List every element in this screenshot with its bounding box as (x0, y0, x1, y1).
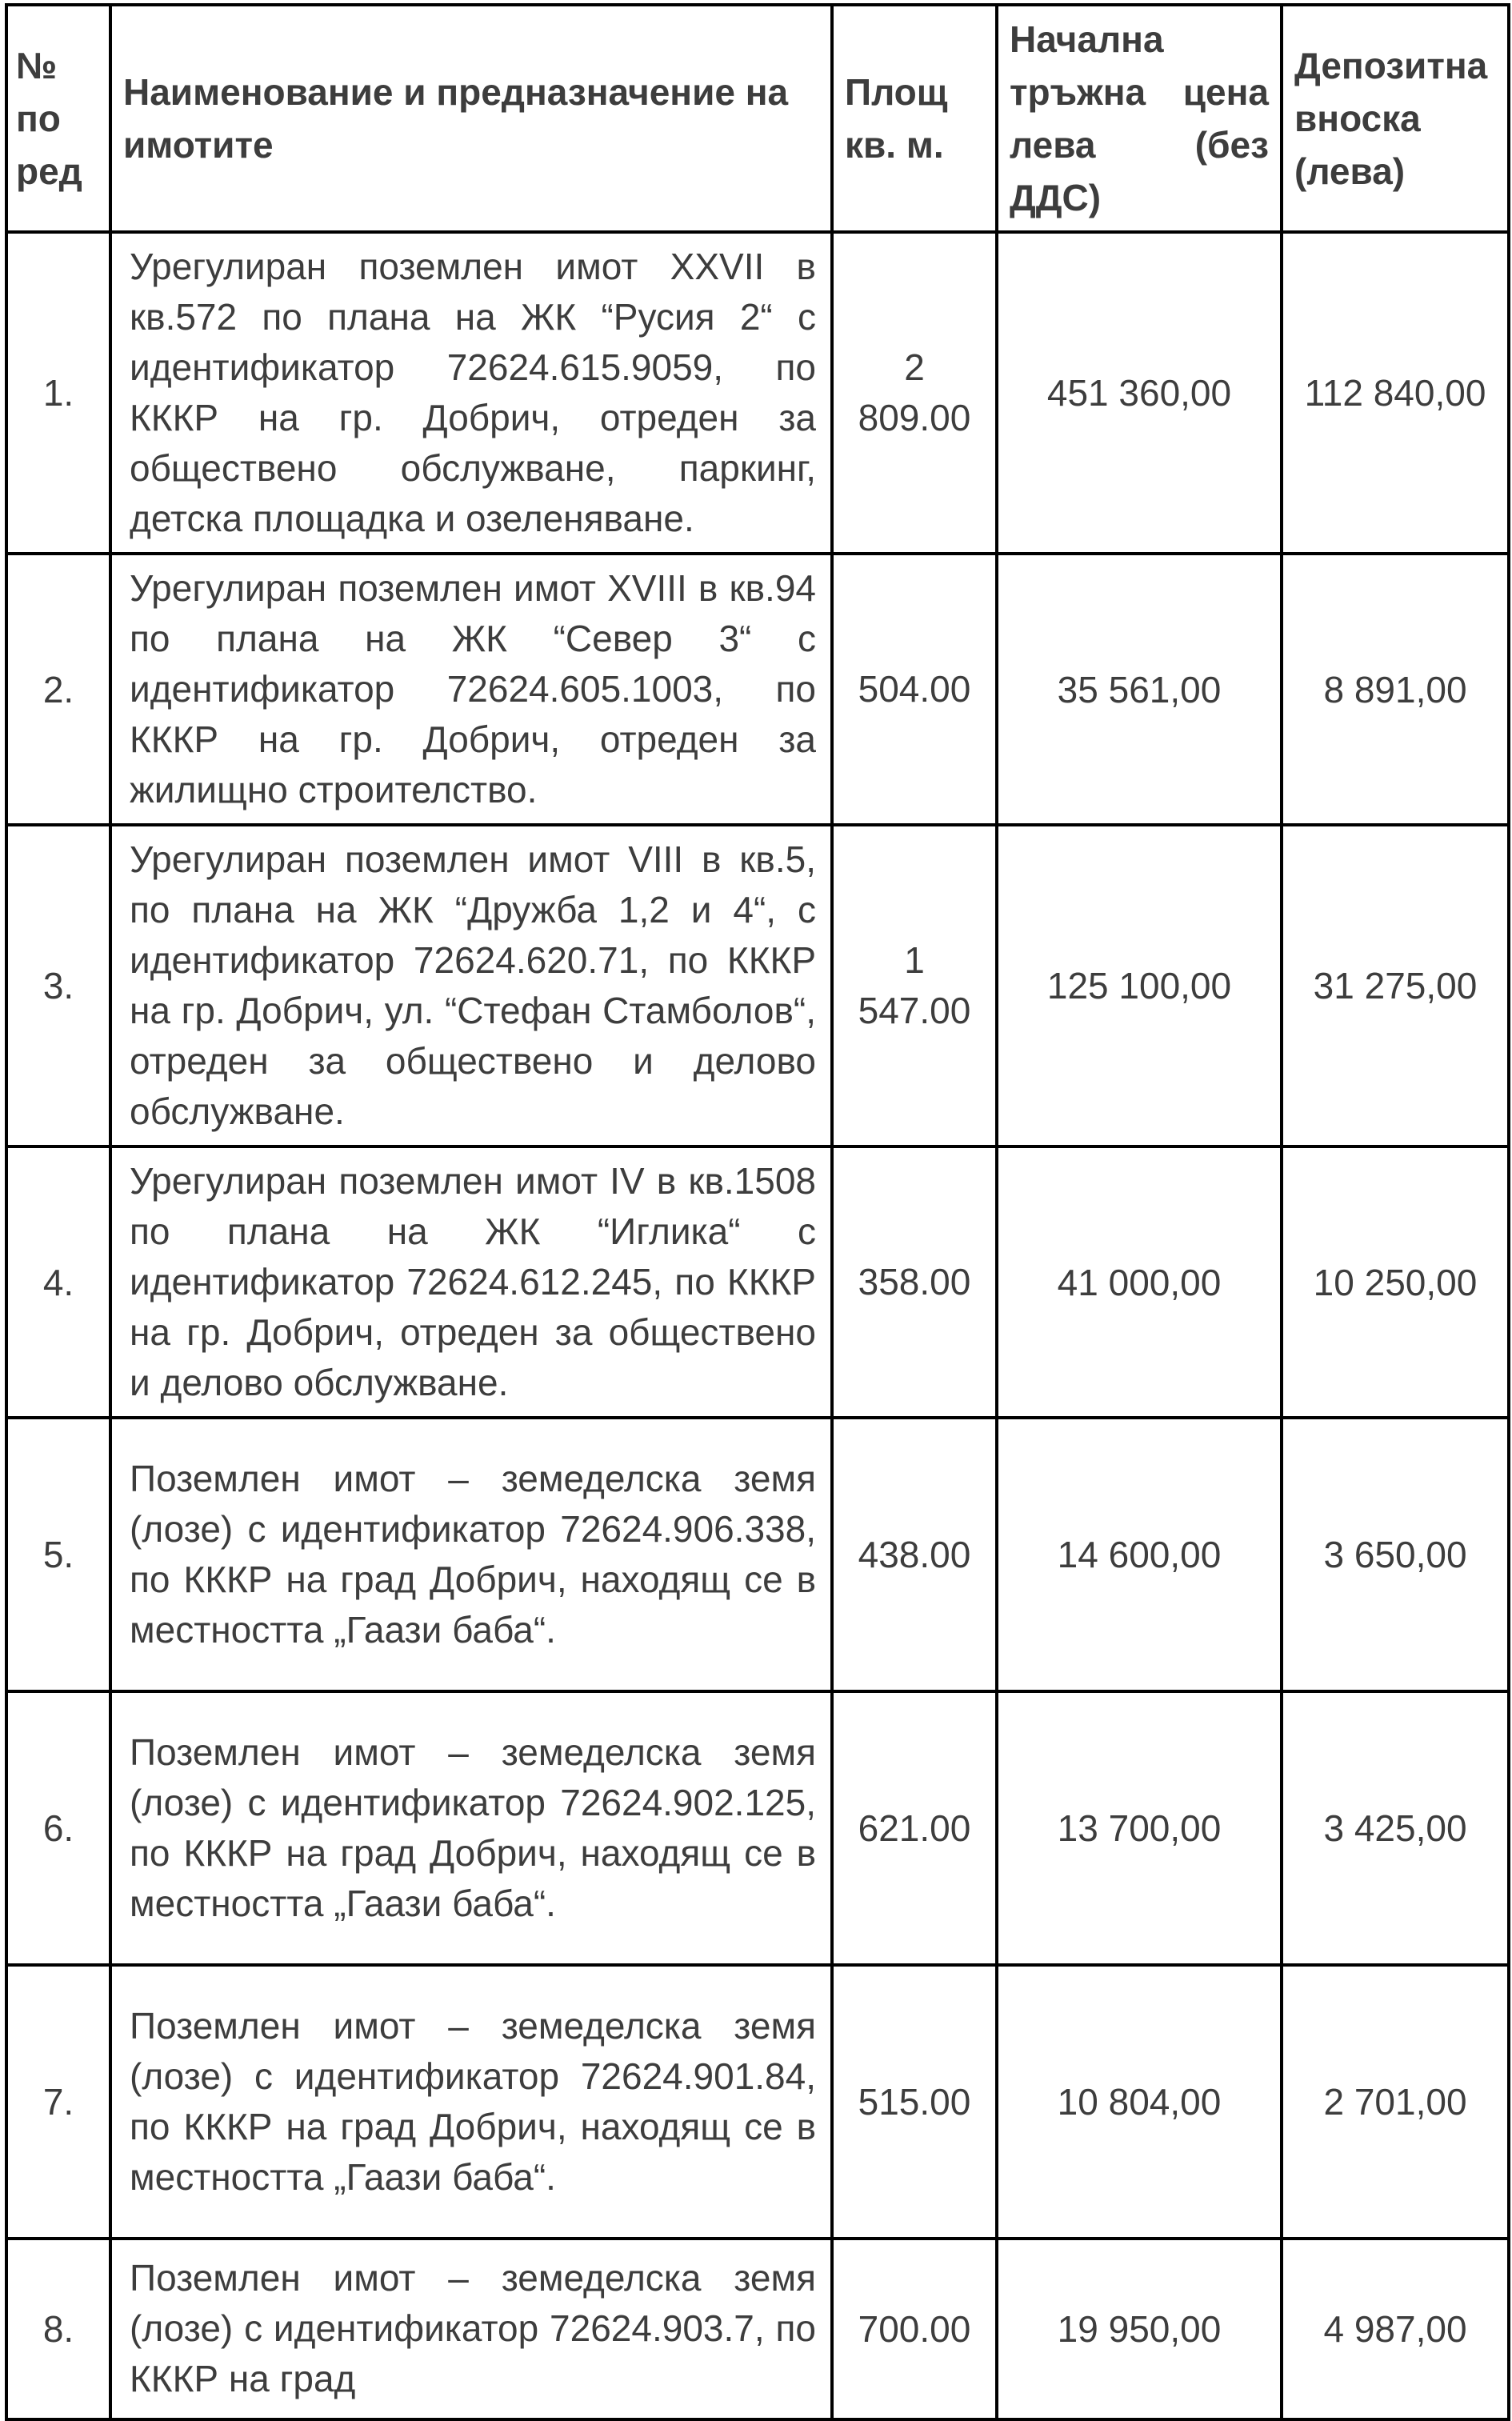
row-number-cell: 4. (6, 1146, 110, 1418)
table-row (6, 1418, 1509, 1691)
deposit-cell: 3 425,00 (1282, 1691, 1509, 1965)
starting-price-cell: 14 600,00 (997, 1418, 1282, 1691)
header-starting-price: Начална тръжна цена лева (без ДДС) (997, 5, 1282, 232)
property-description-cell: Поземлен имот – земеделска земя (лозе) с идентификатор 72624.906.338, по КККР на град Добрич, находящ се в местността „Гаази баба“. (110, 1418, 832, 1691)
table-row (6, 825, 1509, 1146)
starting-price-cell: 35 561,00 (997, 554, 1282, 825)
properties-table (5, 3, 1510, 2421)
row-number-cell: 8. (6, 2239, 110, 2419)
area-cell: 504.00 (832, 554, 997, 825)
property-description-cell: Урегулиран поземлен имот VIII в кв.5, по плана на ЖК “Дружба 1,2 и 4“, с идентификатор 72624.620.71, по КККР на гр. Добрич, ул. “Стефан Стамболов“, отреден за обществено и делово обслужване. (110, 825, 832, 1146)
deposit-cell: 2 701,00 (1282, 1965, 1509, 2239)
table-row (6, 1965, 1509, 2239)
deposit-cell: 112 840,00 (1282, 232, 1509, 554)
row-number-cell: 2. (6, 554, 110, 825)
starting-price-cell: 41 000,00 (997, 1146, 1282, 1418)
table-row (6, 1146, 1509, 1418)
property-description-cell: Урегулиран поземлен имот IV в кв.1508 по плана на ЖК “Иглика“ с идентификатор 72624.612.245, по КККР на гр. Добрич, отреден за обществено и делово обслужване. (110, 1146, 832, 1418)
header-deposit: Депозитна вноска (лева) (1282, 5, 1509, 232)
row-number-cell: 5. (6, 1418, 110, 1691)
area-cell: 621.00 (832, 1691, 997, 1965)
table-row (6, 554, 1509, 825)
starting-price-cell: 13 700,00 (997, 1691, 1282, 1965)
starting-price-cell: 451 360,00 (997, 232, 1282, 554)
header-property-name: Наименование и предназначение на имотите (110, 5, 832, 232)
area-cell: 438.00 (832, 1418, 997, 1691)
area-cell: 700.00 (832, 2239, 997, 2419)
row-number-cell: 1. (6, 232, 110, 554)
property-description-cell: Урегулиран поземлен имот XVIII в кв.94 по плана на ЖК “Север 3“ с идентификатор 72624.605.1003, по КККР на гр. Добрич, отреден за жилищно строителство. (110, 554, 832, 825)
table-header-row (6, 5, 1509, 232)
starting-price-cell: 10 804,00 (997, 1965, 1282, 2239)
header-area: Площ кв. м. (832, 5, 997, 232)
deposit-cell: 8 891,00 (1282, 554, 1509, 825)
property-description-cell: Поземлен имот – земеделска земя (лозе) с идентификатор 72624.903.7, по КККР на град (110, 2239, 832, 2419)
area-cell: 358.00 (832, 1146, 997, 1418)
table-row (6, 2239, 1509, 2419)
area-cell: 2 809.00 (832, 232, 997, 554)
row-number-cell: 6. (6, 1691, 110, 1965)
row-number-cell: 7. (6, 1965, 110, 2239)
property-description-cell: Поземлен имот – земеделска земя (лозе) с идентификатор 72624.902.125, по КККР на град Добрич, находящ се в местността „Гаази баба“. (110, 1691, 832, 1965)
header-row-number: № по ред (6, 5, 110, 232)
property-description-cell: Поземлен имот – земеделска земя (лозе) с идентификатор 72624.901.84, по КККР на град Добрич, находящ се в местността „Гаази баба“. (110, 1965, 832, 2239)
area-cell: 1 547.00 (832, 825, 997, 1146)
starting-price-cell: 19 950,00 (997, 2239, 1282, 2419)
row-number-cell: 3. (6, 825, 110, 1146)
starting-price-cell: 125 100,00 (997, 825, 1282, 1146)
deposit-cell: 31 275,00 (1282, 825, 1509, 1146)
table-row (6, 232, 1509, 554)
property-description-cell: Урегулиран поземлен имот XXVII в кв.572 по плана на ЖК “Русия 2“ с идентификатор 72624.615.9059, по КККР на гр. Добрич, отреден за обществено обслужване, паркинг, детска площадка и озеленяване. (110, 232, 832, 554)
deposit-cell: 10 250,00 (1282, 1146, 1509, 1418)
area-cell: 515.00 (832, 1965, 997, 2239)
deposit-cell: 3 650,00 (1282, 1418, 1509, 1691)
table-row (6, 1691, 1509, 1965)
deposit-cell: 4 987,00 (1282, 2239, 1509, 2419)
